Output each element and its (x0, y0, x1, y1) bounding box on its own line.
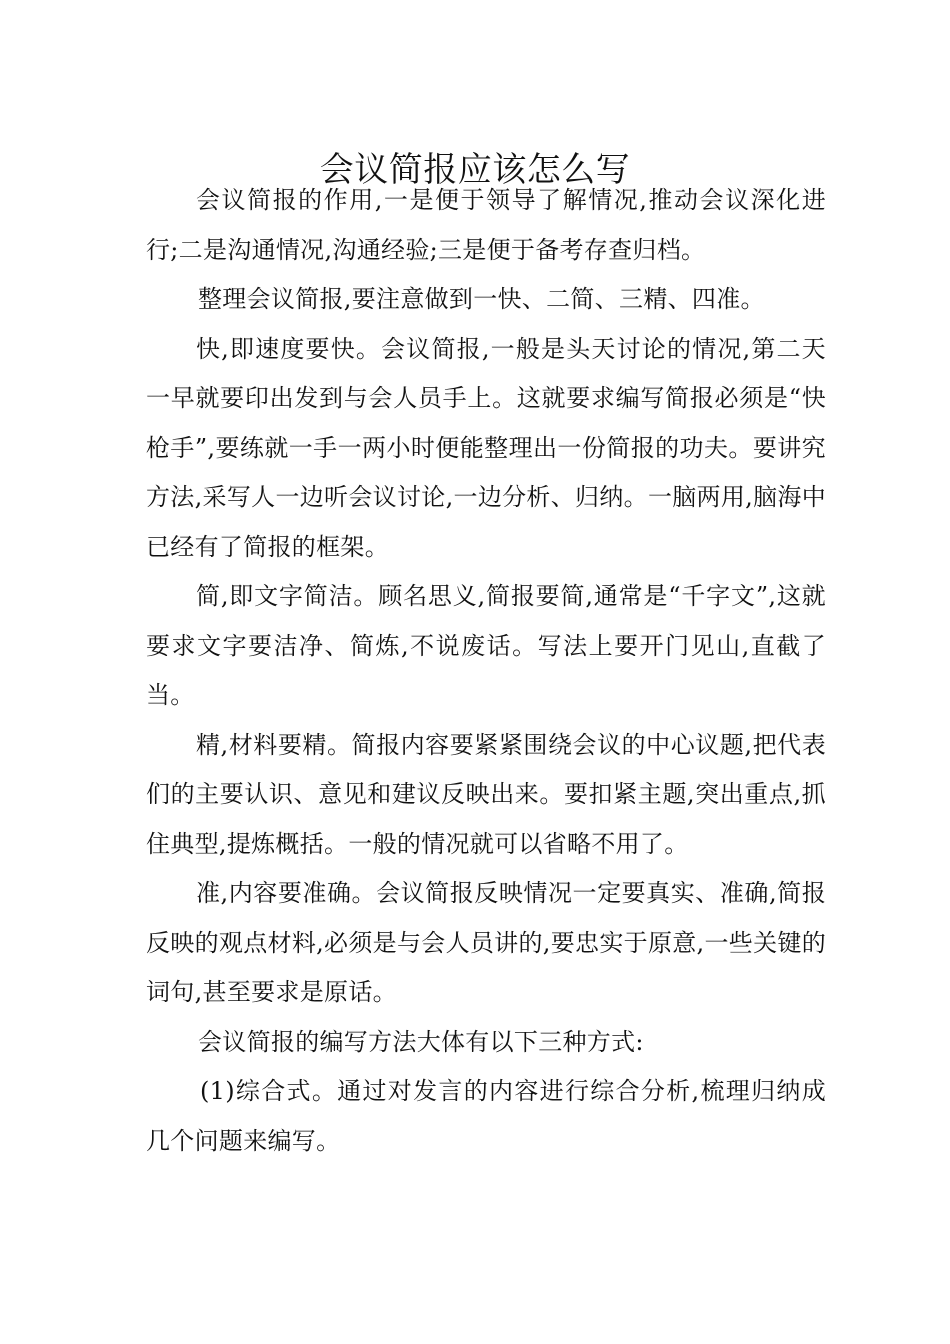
paragraph-method-1: (1)综合式。通过对发言的内容进行综合分析,梳理归纳成几个问题来编写。 (146, 1077, 826, 1155)
paragraph-fast: 快,即速度要快。会议简报,一般是头天讨论的情况,第二天一早就要印出发到与会人员手上。这就要求编写简报必须是“快枪手”,要练就一手一两小时便能整理出一份简报的功夫。要讲究方法,采写人一边听会议讨论,一边分析、归纳。一脑两用,脑海中已经有了简报的框架。 (146, 334, 826, 561)
paragraph-concise: 简,即文字简洁。顾名思义,简报要简,通常是“千字文”,这就要求文字要洁净、简炼,不说废话。写法上要开门见山,直截了当。 (146, 582, 826, 709)
paragraph-principles: 整理会议简报,要注意做到一快、二简、三精、四准。 (198, 285, 765, 313)
paragraph-methods-intro: 会议简报的编写方法大体有以下三种方式: (198, 1027, 644, 1056)
document-body (146, 176, 826, 1166)
paragraph-accurate: 准,内容要准确。会议简报反映情况一定要真实、准确,简报反映的观点材料,必须是与会人员讲的,要忠实于原意,一些关键的词句,甚至要求是原话。 (146, 879, 826, 1006)
paragraph-refined: 精,材料要精。简报内容要紧紧围绕会议的中心议题,把代表们的主要认识、意见和建议反映出来。要扣紧主题,突出重点,抓住典型,提炼概括。一般的情况就可以省略不用了。 (146, 730, 826, 858)
paragraph-purpose: 会议简报的作用,一是便于领导了解情况,推动会议深化进行;二是沟通情况,沟通经验;三是便于备考存查归档。 (146, 186, 826, 264)
document-title: 会议简报应该怎么写 (319, 149, 631, 190)
